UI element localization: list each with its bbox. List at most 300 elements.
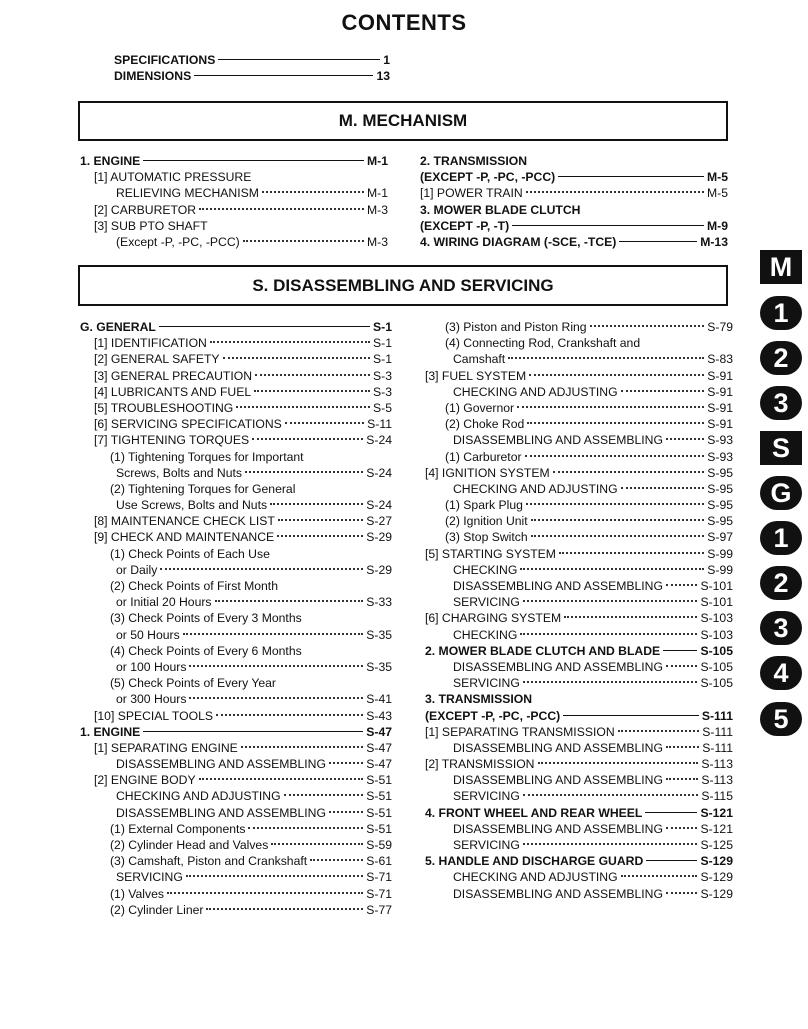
toc-entry	[425, 659, 733, 675]
toc-entry	[425, 772, 733, 788]
toc-leader	[618, 730, 700, 732]
toc-leader	[666, 438, 704, 440]
toc-leader	[531, 519, 705, 521]
toc-entry	[425, 788, 733, 804]
toc-entry-label: [1] SEPARATING TRANSMISSION	[425, 724, 615, 739]
toc-entry	[80, 853, 392, 869]
toc-page-number: S-95	[707, 498, 733, 513]
toc-entry-label: [2] CARBURETOR	[94, 202, 197, 217]
section-tab-1[interactable]: 1	[760, 521, 802, 555]
toc-page-number: S-105	[700, 643, 733, 658]
toc-entry-label: SERVICING	[453, 838, 520, 852]
toc-entry-label: DIMENSIONS	[114, 69, 192, 84]
toc-entry	[80, 481, 392, 497]
toc-leader	[523, 600, 698, 602]
toc-entry	[425, 805, 733, 821]
toc-entry-label: [4] IGNITION SYSTEM	[425, 465, 550, 480]
section-tab-4[interactable]: 4	[760, 656, 802, 690]
toc-entry	[425, 432, 733, 448]
toc-leader	[645, 812, 697, 813]
toc-entry	[80, 169, 388, 185]
toc-page-number: S-35	[366, 627, 392, 642]
toc-leader	[215, 600, 364, 602]
toc-entry-label: (1) Valves	[110, 886, 164, 901]
toc-entry	[425, 886, 733, 902]
toc-page-number: S-83	[707, 352, 733, 367]
toc-leader	[508, 357, 704, 359]
toc-page-number: S-101	[700, 595, 733, 610]
toc-entry-label: DISASSEMBLING AND ASSEMBLING	[453, 579, 663, 593]
toc-leader	[523, 794, 699, 796]
toc-entry	[80, 218, 388, 234]
toc-entry	[80, 529, 392, 545]
toc-page-number: S-47	[366, 724, 392, 739]
toc-entry	[425, 368, 733, 384]
toc-leader	[525, 455, 705, 457]
toc-page-number: S-24	[366, 498, 392, 513]
toc-entry	[80, 869, 392, 885]
toc-page-number: S-99	[707, 562, 733, 577]
toc-entry-label: or Daily	[116, 562, 158, 577]
toc-entry	[80, 335, 392, 351]
toc-entry-label: 1. ENGINE	[80, 724, 141, 739]
toc-entry-label: DISASSEMBLING AND ASSEMBLING	[116, 805, 326, 820]
toc-leader	[526, 503, 704, 505]
toc-entry	[425, 691, 733, 707]
toc-entry-label: SERVICING	[453, 595, 520, 610]
toc-leader	[529, 374, 704, 376]
toc-entry-label: (2) Cylinder Head and Valves	[110, 838, 269, 852]
toc-leader	[271, 843, 363, 845]
toc-page-number: S-3	[373, 368, 392, 383]
toc-page-number: S-61	[366, 854, 392, 869]
toc-page-number: S-91	[707, 368, 733, 383]
toc-entry	[425, 643, 733, 659]
toc-leader	[563, 715, 699, 716]
toc-page-number: S-111	[702, 724, 733, 739]
toc-leader	[310, 859, 363, 861]
toc-entry	[80, 319, 392, 335]
toc-entry	[425, 529, 733, 545]
toc-entry	[80, 740, 392, 756]
toc-page-number: M-9	[707, 218, 728, 233]
toc-leader	[210, 341, 370, 343]
toc-page-number: M-13	[700, 234, 728, 249]
toc-page-number: S-71	[366, 870, 392, 885]
toc-entry	[80, 756, 392, 772]
toc-page-number: S-29	[366, 562, 392, 577]
toc-entry-label: DISASSEMBLING AND ASSEMBLING	[453, 659, 663, 674]
toc-entry-label: (1) Governor	[445, 400, 515, 415]
toc-page-number: S-103	[700, 611, 733, 626]
toc-entry-label: or 50 Hours	[116, 627, 180, 642]
toc-entry	[80, 153, 388, 169]
toc-entry-label: (3) Camshaft, Piston and Crankshaft	[110, 854, 308, 869]
toc-leader	[189, 697, 363, 699]
toc-leader	[252, 438, 363, 440]
section-tab-1[interactable]: 1	[760, 296, 802, 330]
toc-entry-label: [3] FUEL SYSTEM	[425, 368, 527, 383]
mechanism-heading-box	[78, 101, 728, 141]
toc-entry	[78, 68, 390, 84]
toc-leader	[619, 241, 697, 242]
toc-entry	[425, 594, 733, 610]
toc-entry-label: (5) Check Points of Every Year	[110, 676, 276, 691]
toc-leader	[143, 160, 364, 161]
toc-page-number: S-129	[700, 870, 733, 885]
toc-entry-label: SPECIFICATIONS	[114, 53, 216, 67]
toc-entry	[425, 675, 733, 691]
toc-leader	[666, 584, 698, 586]
toc-page-number: S-27	[366, 514, 392, 529]
toc-entry-label: 4. FRONT WHEEL AND REAR WHEEL	[425, 805, 643, 820]
toc-entry-label: 3. MOWER BLADE CLUTCH	[420, 202, 581, 217]
toc-entry-label: CHECKING AND ADJUSTING	[453, 384, 618, 399]
toc-entry-label: or 300 Hours	[116, 692, 187, 707]
toc-entry-label: [6] SERVICING SPECIFICATIONS	[94, 417, 282, 432]
toc-entry-label: [4] LUBRICANTS AND FUEL	[94, 384, 252, 399]
toc-entry-label: DISASSEMBLING AND ASSEMBLING	[453, 740, 663, 755]
page-title: CONTENTS	[341, 10, 467, 35]
toc-entry-label: 2. TRANSMISSION	[420, 154, 527, 168]
toc-entry-label: DISASSEMBLING AND ASSEMBLING	[453, 773, 663, 788]
servicing-right-column	[425, 319, 733, 902]
toc-page-number: S-1	[373, 320, 392, 334]
toc-leader	[186, 875, 363, 877]
toc-leader	[245, 471, 363, 473]
toc-entry-label: (3) Stop Switch	[445, 530, 528, 545]
toc-entry	[425, 837, 733, 853]
toc-entry	[425, 724, 733, 740]
toc-entry-label: (1) External Components	[110, 821, 246, 836]
toc-page-number: S-33	[366, 595, 392, 610]
toc-entry	[80, 886, 392, 902]
toc-entry	[80, 368, 392, 384]
toc-leader	[285, 422, 364, 424]
toc-entry	[80, 724, 392, 740]
toc-page-number: S-11	[367, 417, 392, 432]
toc-entry-label: Use Screws, Bolts and Nuts	[116, 498, 268, 513]
toc-entry-label: (EXCEPT -P, -T)	[420, 218, 510, 233]
section-tab-3[interactable]: 3	[760, 611, 802, 645]
toc-entry	[425, 449, 733, 465]
toc-entry	[80, 643, 392, 659]
section-tab-3[interactable]: 3	[760, 386, 802, 420]
toc-page-number: S-101	[700, 579, 733, 593]
toc-entry	[425, 335, 733, 351]
toc-leader	[646, 860, 697, 861]
toc-entry	[80, 416, 392, 432]
toc-entry	[80, 691, 392, 707]
toc-leader	[523, 843, 698, 845]
toc-page-number: S-43	[366, 708, 392, 723]
toc-entry	[425, 853, 733, 869]
toc-entry-label: (3) Check Points of Every 3 Months	[110, 611, 302, 626]
toc-page-number: S-99	[707, 546, 733, 561]
toc-leader	[223, 357, 371, 359]
toc-entry	[420, 218, 728, 234]
toc-page-number: S-95	[707, 465, 733, 480]
toc-entry	[80, 513, 392, 529]
toc-page-number: S-1	[373, 336, 392, 351]
toc-entry	[80, 627, 392, 643]
toc-entry-label: CHECKING AND ADJUSTING	[453, 481, 618, 496]
toc-leader	[666, 778, 698, 780]
toc-entry	[80, 384, 392, 400]
toc-page-number: S-51	[366, 821, 392, 836]
toc-entry-label: [1] AUTOMATIC PRESSURE	[94, 170, 252, 185]
toc-entry-label: [5] STARTING SYSTEM	[425, 546, 556, 561]
toc-entry	[420, 185, 728, 201]
toc-leader	[189, 665, 363, 667]
servicing-heading: S. DISASSEMBLING AND SERVICING	[252, 276, 554, 295]
toc-entry-label: [3] GENERAL PRECAUTION	[94, 368, 253, 383]
toc-leader	[262, 191, 364, 193]
toc-entry-label: 3. TRANSMISSION	[425, 692, 532, 707]
toc-leader	[143, 731, 363, 732]
toc-page-number: S-51	[366, 789, 392, 804]
toc-leader	[512, 225, 704, 226]
toc-leader	[159, 326, 370, 327]
toc-page-number: S-91	[707, 400, 733, 415]
toc-leader	[241, 746, 363, 748]
toc-leader	[254, 390, 370, 392]
toc-entry-label: CHECKING AND ADJUSTING	[453, 870, 618, 885]
toc-entry	[80, 465, 392, 481]
toc-page-number: S-91	[707, 417, 733, 432]
toc-leader	[559, 552, 704, 554]
toc-entry-label: SERVICING	[116, 870, 183, 885]
toc-entry-label: 1. ENGINE	[80, 154, 141, 168]
toc-entry	[425, 627, 733, 643]
toc-page-number: M-1	[367, 154, 388, 168]
toc-entry	[425, 756, 733, 772]
toc-leader	[621, 875, 698, 877]
section-tab-2[interactable]: 2	[760, 566, 802, 600]
section-tab-s[interactable]: S	[760, 431, 802, 465]
toc-leader	[526, 191, 704, 193]
section-tab-5[interactable]: 5	[760, 702, 802, 736]
toc-entry-label: [10] SPECIAL TOOLS	[94, 708, 213, 723]
toc-leader	[590, 325, 705, 327]
toc-page-number: S-121	[700, 805, 733, 820]
toc-leader	[663, 650, 697, 651]
toc-leader	[666, 665, 698, 667]
toc-leader	[255, 374, 370, 376]
toc-page-number: S-113	[701, 757, 733, 772]
toc-page-number: S-129	[700, 854, 733, 869]
toc-page-number: S-24	[366, 433, 392, 448]
toc-entry-label: [2] GENERAL SAFETY	[94, 352, 220, 367]
toc-leader	[167, 892, 363, 894]
toc-page-number: S-35	[366, 659, 392, 674]
toc-leader	[564, 616, 697, 618]
toc-page-number: S-129	[700, 886, 733, 901]
toc-page-number: S-59	[366, 838, 392, 852]
toc-leader	[216, 714, 363, 716]
toc-entry-label: SERVICING	[453, 789, 520, 804]
toc-leader	[517, 406, 704, 408]
toc-entry	[80, 400, 392, 416]
toc-leader	[248, 827, 363, 829]
toc-entry-label: [1] SEPARATING ENGINE	[94, 740, 238, 755]
toc-leader	[666, 827, 698, 829]
section-tab-g[interactable]: G	[760, 476, 802, 510]
toc-page-number: S-29	[366, 530, 392, 545]
toc-leader	[270, 503, 363, 505]
toc-entry	[425, 416, 733, 432]
toc-leader	[558, 176, 704, 177]
toc-entry-label: DISASSEMBLING AND ASSEMBLING	[116, 757, 326, 772]
toc-entry-label: [9] CHECK AND MAINTENANCE	[94, 530, 275, 545]
toc-entry-label: 5. HANDLE AND DISCHARGE GUARD	[425, 854, 644, 869]
toc-entry	[420, 153, 728, 169]
toc-entry	[425, 821, 733, 837]
toc-entry-label: [1] IDENTIFICATION	[94, 336, 207, 351]
toc-page-number: S-41	[366, 692, 392, 707]
toc-page-number: M-1	[367, 186, 388, 201]
servicing-left-column	[80, 319, 392, 918]
toc-page-number: S-105	[700, 676, 733, 691]
toc-entry-label: CHECKING	[453, 627, 518, 642]
toc-page-number: S-79	[707, 320, 733, 334]
toc-leader	[199, 208, 364, 210]
toc-page-number: S-125	[700, 838, 733, 852]
toc-entry-label: [2] TRANSMISSION	[425, 757, 535, 772]
toc-entry-label: [2] ENGINE BODY	[94, 773, 196, 788]
toc-entry	[80, 185, 388, 201]
toc-leader	[621, 487, 705, 489]
toc-page-number: S-77	[366, 902, 392, 917]
toc-entry-label: [7] TIGHTENING TORQUES	[94, 433, 250, 448]
toc-entry-label: (2) Choke Rod	[445, 417, 525, 432]
toc-entry	[80, 659, 392, 675]
toc-leader	[284, 794, 364, 796]
toc-entry	[80, 578, 392, 594]
toc-page-number: S-105	[700, 659, 733, 674]
toc-page-number: S-115	[701, 789, 733, 804]
toc-page-number: 1	[383, 53, 390, 67]
toc-entry	[78, 52, 390, 68]
toc-entry-label: or 100 Hours	[116, 659, 187, 674]
toc-entry	[425, 481, 733, 497]
toc-entry-label: 4. WIRING DIAGRAM (-SCE, -TCE)	[420, 234, 617, 249]
toc-entry	[80, 594, 392, 610]
section-tab-m[interactable]: M	[760, 250, 802, 284]
toc-entry-label: Camshaft	[453, 352, 506, 367]
toc-entry-label: [6] CHARGING SYSTEM	[425, 611, 562, 626]
toc-entry	[80, 202, 388, 218]
toc-entry-label: DISASSEMBLING AND ASSEMBLING	[453, 886, 663, 901]
toc-entry-label: or Initial 20 Hours	[116, 595, 212, 610]
toc-entry-label: (2) Check Points of First Month	[110, 579, 278, 593]
toc-entry-label: (EXCEPT -P, -PC, -PCC)	[425, 708, 561, 723]
toc-page-number: S-24	[366, 465, 392, 480]
toc-entry-label: DISASSEMBLING AND ASSEMBLING	[453, 433, 663, 448]
toc-entry-label: (1) Check Points of Each Use	[110, 546, 270, 561]
toc-entry-label: (1) Tightening Torques for Important	[110, 449, 304, 464]
section-tab-2[interactable]: 2	[760, 341, 802, 375]
toc-entry	[80, 708, 392, 724]
toc-entry	[80, 562, 392, 578]
toc-entry-label: [8] MAINTENANCE CHECK LIST	[94, 514, 275, 529]
toc-page-number: S-71	[366, 886, 392, 901]
toc-entry-label: (1) Spark Plug	[445, 498, 523, 513]
toc-leader	[538, 762, 699, 764]
toc-entry	[80, 675, 392, 691]
toc-page-number: S-93	[707, 449, 733, 464]
toc-page-number: S-95	[707, 514, 733, 529]
toc-page-number: S-5	[373, 400, 392, 415]
toc-entry-label: [1] POWER TRAIN	[420, 186, 523, 201]
toc-entry-label: (4) Check Points of Every 6 Months	[110, 643, 302, 658]
toc-leader	[666, 746, 699, 748]
toc-entry-label: RELIEVING MECHANISM	[116, 186, 259, 201]
toc-entry	[425, 562, 733, 578]
toc-page-number: 13	[376, 69, 390, 84]
toc-entry	[425, 400, 733, 416]
toc-leader	[666, 892, 698, 894]
toc-entry	[425, 708, 733, 724]
mechanism-heading: M. MECHANISM	[338, 111, 468, 130]
toc-leader	[206, 908, 363, 910]
toc-entry	[80, 610, 392, 626]
mechanism-right-column	[420, 153, 728, 250]
toc-entry	[425, 513, 733, 529]
toc-leader	[236, 406, 370, 408]
toc-page-number: M-5	[707, 170, 728, 185]
toc-leader	[553, 471, 705, 473]
toc-page-number: M-3	[367, 234, 388, 249]
toc-entry-label: (4) Connecting Rod, Crankshaft and	[445, 336, 641, 351]
toc-entry	[425, 384, 733, 400]
toc-leader	[183, 633, 364, 635]
toc-entry	[80, 772, 392, 788]
toc-page-number: S-97	[707, 530, 733, 545]
toc-entry	[80, 234, 388, 250]
toc-entry	[425, 546, 733, 562]
toc-entry-label: CHECKING	[453, 562, 518, 577]
toc-page-number: S-3	[373, 384, 392, 399]
toc-page-number: S-51	[366, 805, 392, 820]
toc-leader	[520, 633, 697, 635]
toc-entry-label: (3) Piston and Piston Ring	[445, 320, 587, 334]
toc-leader	[278, 519, 363, 521]
toc-entry	[425, 497, 733, 513]
toc-entry	[80, 821, 392, 837]
toc-entry	[420, 169, 728, 185]
toc-leader	[531, 535, 705, 537]
toc-leader	[329, 811, 363, 813]
toc-entry	[80, 497, 392, 513]
toc-entry	[80, 788, 392, 804]
toc-entry-label: (Except -P, -PC, -PCC)	[116, 234, 240, 249]
toc-entry	[80, 432, 392, 448]
servicing-heading-box	[78, 265, 728, 306]
toc-page-number: S-93	[707, 433, 733, 448]
toc-entry-label: (1) Carburetor	[445, 449, 522, 464]
toc-entry-label: (2) Tightening Torques for General	[110, 481, 296, 496]
toc-page-number: S-51	[366, 773, 392, 788]
toc-leader	[520, 568, 704, 570]
toc-page-number: S-111	[701, 708, 733, 723]
toc-leader	[277, 535, 363, 537]
toc-page-number: S-113	[701, 773, 733, 788]
toc-leader	[160, 568, 363, 570]
toc-page-number: S-1	[373, 352, 392, 367]
toc-entry-label: Screws, Bolts and Nuts	[116, 465, 242, 480]
toc-leader	[218, 59, 380, 60]
